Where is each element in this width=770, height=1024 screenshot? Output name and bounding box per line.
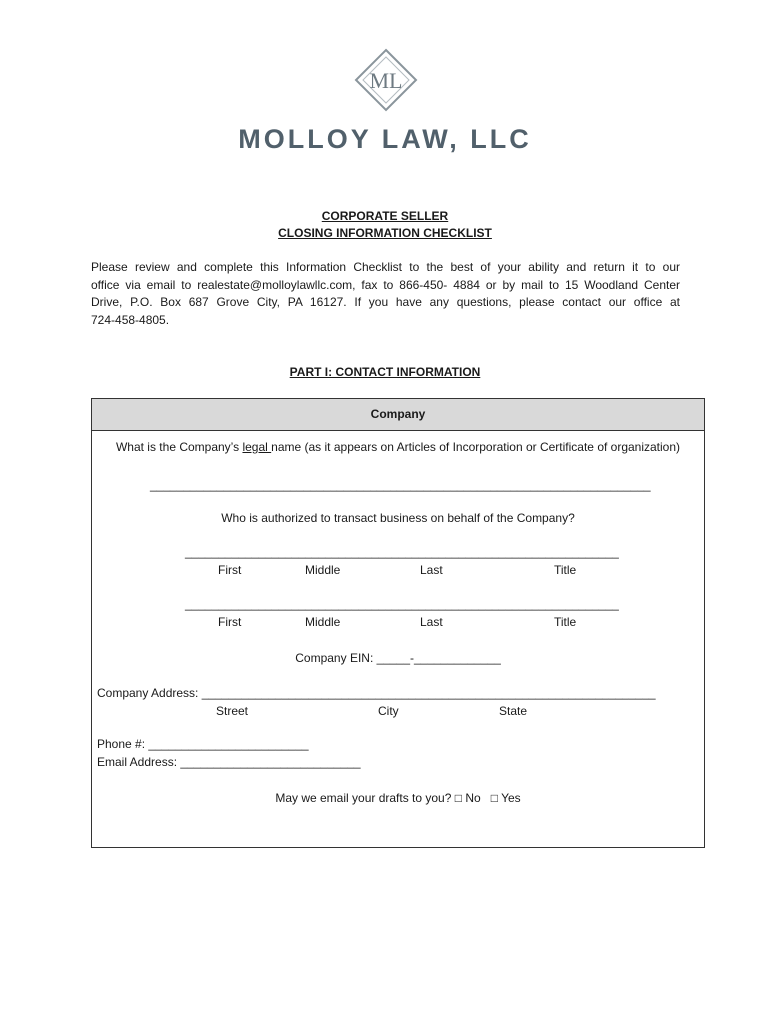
first-label: First (218, 615, 242, 629)
intro-line: 724-458-4805. (91, 312, 170, 327)
no-checkbox-icon[interactable]: □ (454, 791, 462, 805)
signer-1-field[interactable]: _________________________________________________________________ (185, 545, 619, 559)
form-section-title: Company (92, 399, 704, 431)
ein-row (92, 651, 704, 665)
email-drafts-question: May we email your drafts to you? (275, 791, 452, 805)
intro-line: office via email to realestate@molloylawllc.com, fax to 866-450- 4884 or by mail to 15 Woodland Center (91, 277, 680, 292)
email-field[interactable]: ___________________________ (180, 755, 361, 769)
intro-paragraph (91, 259, 680, 329)
street-label: Street (216, 704, 249, 718)
yes-option-label: Yes (501, 791, 521, 805)
email-row (97, 755, 361, 769)
phone-field[interactable]: ________________________ (148, 737, 309, 751)
title-label: Title (554, 563, 577, 577)
middle-label: Middle (305, 615, 341, 629)
title-label: Title (554, 615, 577, 629)
company-form (91, 398, 705, 848)
legal-name-question-start: What is the Company’s (115, 440, 243, 454)
title-line-1: CORPORATE SELLER (321, 209, 449, 223)
ein-label: Company EIN: (295, 651, 374, 665)
last-label: Last (420, 615, 443, 629)
city-label: City (378, 704, 399, 718)
legal-name-field[interactable]: ___________________________________________________________________________ (150, 478, 651, 492)
title-line-2: CLOSING INFORMATION CHECKLIST (278, 226, 492, 240)
middle-label: Middle (305, 563, 341, 577)
document-title (0, 208, 770, 242)
email-drafts-row (92, 791, 704, 805)
ein-field[interactable]: _____-_____________ (376, 651, 501, 665)
signer-2-field[interactable]: _________________________________________________________________ (185, 597, 619, 611)
firm-name: MOLLOY LAW, LLC (238, 124, 532, 154)
legal-name-question (92, 440, 704, 454)
no-option-label: No (465, 791, 481, 805)
yes-checkbox-icon[interactable]: □ (490, 791, 498, 805)
phone-label: Phone #: (97, 737, 146, 751)
first-label: First (218, 563, 242, 577)
legal-name-question-underlined: legal (242, 440, 272, 454)
intro-line: Please review and complete this Information Checklist to the best of your ability and return it to our (91, 260, 680, 274)
address-field[interactable]: ____________________________________________________________________ (201, 686, 656, 700)
phone-row (97, 737, 309, 751)
email-label: Email Address: (97, 755, 178, 769)
state-label: State (499, 704, 528, 718)
last-label: Last (420, 563, 443, 577)
address-row (97, 686, 656, 700)
legal-name-question-end: name (as it appears on Articles of Incorporation or Certificate of organization) (271, 440, 681, 454)
address-label: Company Address: (97, 686, 199, 700)
authorized-question: Who is authorized to transact business on behalf of the Company? (221, 511, 575, 525)
intro-line: Drive, P.O. Box 687 Grove City, PA 16127. If you have any questions, please contact our office at (91, 295, 680, 309)
firm-logo-icon (354, 48, 418, 112)
part-heading: PART I: CONTACT INFORMATION (289, 365, 481, 379)
logo-monogram: ML (369, 68, 403, 93)
